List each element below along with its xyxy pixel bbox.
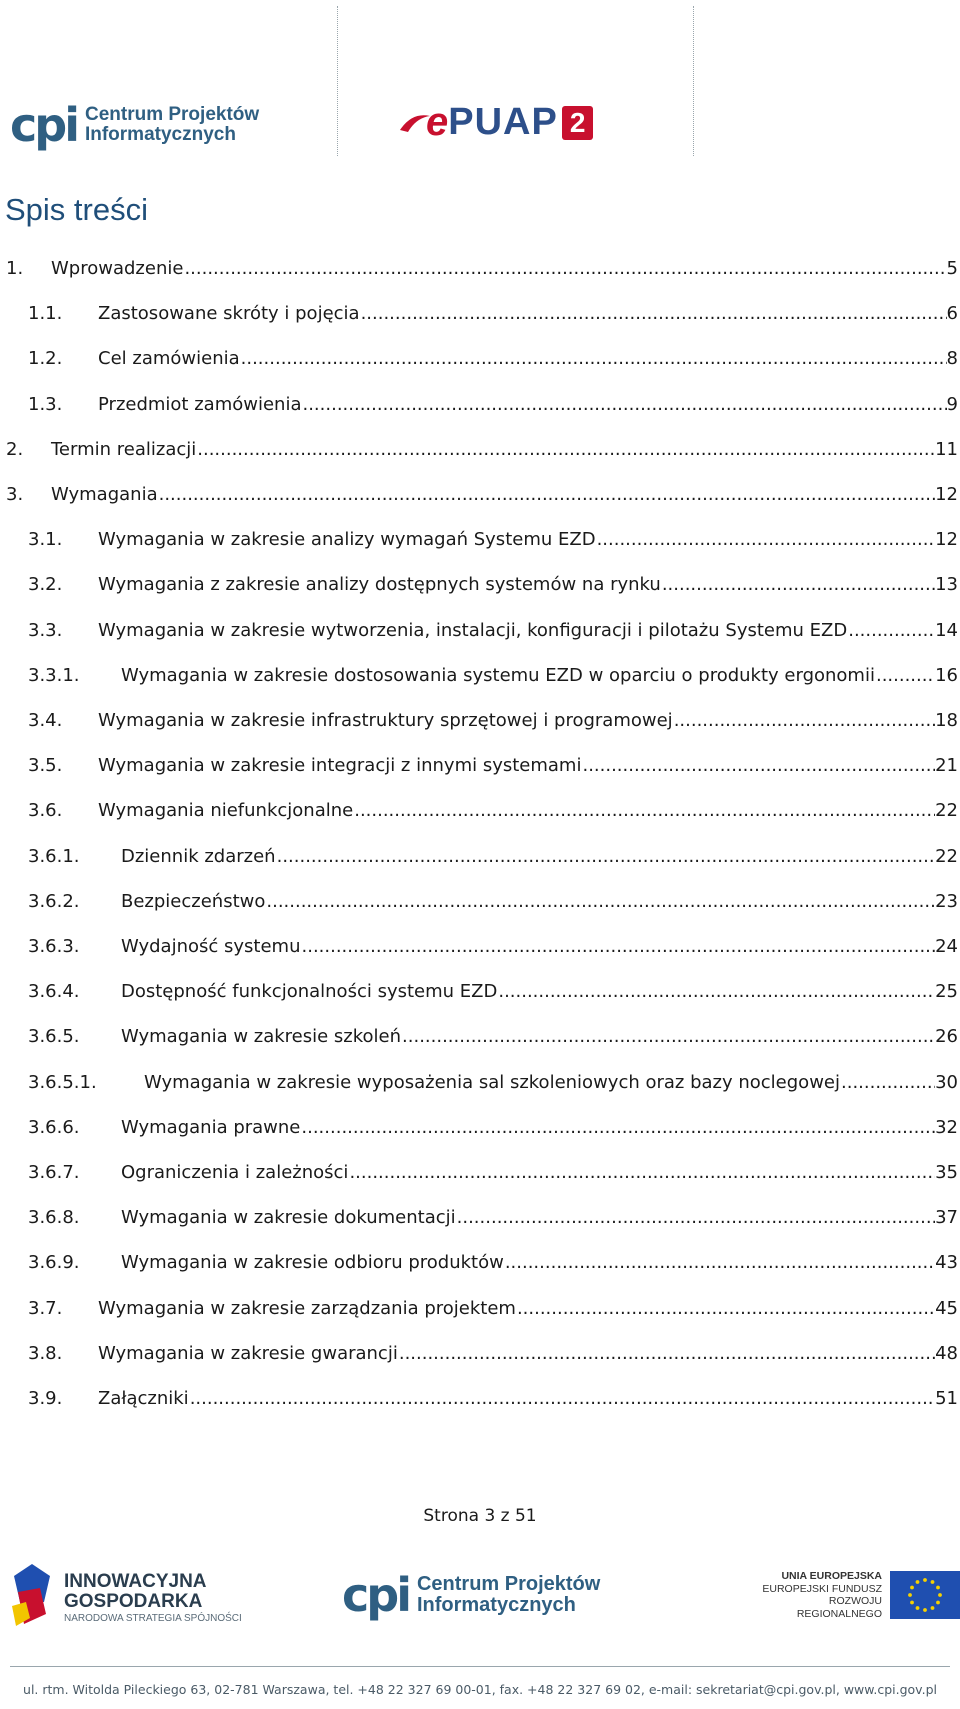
toc-entry-leader: [399, 1343, 935, 1364]
epuap-logo-word: PUAP: [448, 101, 558, 143]
toc-entry-title: Wymagania w zakresie dokumentacji: [121, 1207, 456, 1229]
toc-entry-leader: [597, 529, 936, 550]
toc-entry[interactable]: [28, 394, 958, 422]
toc-entry[interactable]: [28, 1072, 958, 1100]
toc-entry[interactable]: [28, 529, 958, 557]
toc-entry[interactable]: [6, 258, 958, 286]
toc-entry-number: 3.6.7.: [28, 1162, 80, 1183]
toc-entry-leader: [197, 439, 935, 460]
toc-entry-title: Wydajność systemu: [121, 936, 301, 957]
toc-entry-title: Wymagania w zakresie integracji z innymi systemami: [98, 755, 582, 777]
cpi-logo-mark: cpi: [10, 98, 77, 152]
toc-entry-title: Przedmiot zamówienia: [98, 393, 302, 415]
toc-entry[interactable]: [28, 574, 958, 602]
toc-entry-title: Wymagania w zakresie dostosowania systemu EZD w oparciu o produkty ergonomii: [121, 664, 875, 686]
toc-entry-page: 45: [935, 1297, 958, 1319]
toc-entry-leader: [361, 303, 947, 324]
toc-entry-title: Wymagania z zakresie analizy dostępnych systemów na rynku: [98, 574, 661, 596]
epuap-logo-e: e: [426, 100, 449, 144]
toc-entry-page: 23: [935, 890, 958, 912]
toc-entry-leader: [190, 1388, 935, 1409]
toc-entry[interactable]: [28, 1298, 958, 1326]
toc-entry[interactable]: [28, 303, 958, 331]
toc-entry-title: Dostępność funkcjonalności systemu EZD: [121, 981, 498, 1003]
innowacyjna-gospodarka-logo: [10, 1562, 242, 1634]
toc-entry-title: Wymagania niefunkcjonalne: [98, 800, 354, 822]
toc-entry-title: Wymagania w zakresie zarządzania projektem: [98, 1297, 516, 1319]
toc-entry-title: Wymagania w zakresie szkoleń: [121, 1026, 402, 1048]
toc-entry-page: 11: [935, 438, 958, 460]
toc-entry-page: 8: [946, 348, 958, 370]
eu-logo: [748, 1570, 960, 1620]
toc-entry[interactable]: [28, 846, 958, 874]
eu-star: [923, 1608, 927, 1612]
toc-entry-leader: [457, 1207, 935, 1228]
toc-entry-page: 18: [935, 710, 958, 731]
toc-entry-leader: [517, 1298, 935, 1319]
toc-entry-leader: [301, 1117, 935, 1138]
toc-entry-page: 22: [935, 800, 958, 822]
eu-logo-line1: UNIA EUROPEJSKA: [781, 1570, 882, 1582]
toc-entry-title: Wymagania w zakresie wytworzenia, instalacji, konfiguracji i pilotażu Systemu EZD: [98, 619, 848, 641]
cpi-logo-line1: Centrum Projektów: [84, 104, 260, 126]
toc-entry-title: Wymagania w zakresie analizy wymagań Systemu EZD: [98, 529, 596, 551]
toc-entry-page: 37: [935, 1207, 958, 1229]
ig-logo-line2: GOSPODARKA: [64, 1590, 203, 1612]
toc-entry-page: 12: [935, 484, 958, 505]
toc-entry[interactable]: [28, 710, 958, 738]
toc-entry-number: 1.1.: [28, 303, 63, 325]
eu-star: [936, 1586, 940, 1590]
toc-entry-number: 3.6.4.: [28, 981, 80, 1003]
toc-entry-number: 3.6.8.: [28, 1207, 80, 1229]
toc-entry-leader: [266, 891, 935, 912]
toc-entry-title: Zastosowane skróty i pojęcia: [98, 303, 360, 325]
toc-entry-title: Bezpieczeństwo: [121, 890, 266, 912]
toc-entry[interactable]: [28, 936, 958, 964]
toc-entry-number: 3.1.: [28, 529, 63, 551]
eu-star: [936, 1601, 940, 1605]
cpi-logo-line2: Informatycznych: [84, 124, 236, 145]
toc-entry-page: 25: [935, 981, 958, 1003]
eu-star: [916, 1580, 920, 1584]
footer-address: ul. rtm. Witolda Pileckiego 63, 02-781 Warszawa, tel. +48 22 327 69 00-01, fax. +48 22 327 69 02, e-mail: sekretariat@cpi.gov.pl, www.cpi.gov.pl: [23, 1682, 937, 1697]
footer-divider: [10, 1666, 950, 1667]
toc-entry[interactable]: [28, 620, 958, 648]
toc-entry-number: 3.6.9.: [28, 1252, 80, 1274]
ig-logo-line1: INNOWACYJNA: [64, 1570, 207, 1592]
toc-entry-number: 1.3.: [28, 393, 63, 415]
toc-entry-page: 5: [946, 258, 958, 279]
toc-entry[interactable]: [28, 665, 958, 693]
cpi-footer-mark: cpi: [342, 1568, 409, 1622]
toc-entry-leader: [841, 1072, 935, 1093]
ig-logo-line3: NARODOWA STRATEGIA SPÓJNOŚCI: [64, 1613, 242, 1625]
toc-entry-page: 35: [935, 1162, 958, 1183]
header-divider-left: [337, 6, 338, 156]
toc-entry-number: 3.6.1.: [28, 845, 80, 867]
toc-entry-leader: [159, 484, 936, 505]
eu-star: [916, 1606, 920, 1610]
toc-entry-number: 1.: [6, 258, 24, 279]
toc-entry-page: 26: [935, 1026, 958, 1048]
toc-entry-leader: [498, 981, 935, 1002]
eu-star: [910, 1586, 914, 1590]
toc-entry-leader: [505, 1252, 935, 1273]
toc-entry-number: 3.5.: [28, 755, 63, 777]
toc-entry-page: 51: [935, 1388, 958, 1409]
toc-entry-leader: [184, 258, 946, 279]
toc-entry-number: 3.: [6, 484, 24, 505]
toc-entry-page: 6: [946, 303, 958, 325]
toc-entry-title: Termin realizacji: [51, 438, 197, 460]
toc-entry-leader: [349, 1162, 935, 1183]
toc-entry-title: Wymagania w zakresie infrastruktury sprzętowej i programowej: [98, 710, 673, 731]
toc-entry-title: Wymagania w zakresie wyposażenia sal szkoleniowych oraz bazy noclegowej: [144, 1071, 840, 1093]
toc-entry-page: 24: [935, 936, 958, 957]
toc-entry[interactable]: [28, 1207, 958, 1235]
toc-entry-title: Wymagania w zakresie odbioru produktów: [121, 1252, 504, 1274]
toc-entry-page: 9: [946, 393, 958, 415]
eu-star: [908, 1593, 912, 1597]
toc-entry-number: 3.6.3.: [28, 936, 80, 957]
eu-star: [931, 1580, 935, 1584]
toc-entry-leader: [277, 846, 936, 867]
toc-entry-leader: [302, 936, 936, 957]
cpi-footer-line1: Centrum Projektów: [416, 1573, 601, 1595]
toc-entry-page: 30: [935, 1071, 958, 1093]
toc-entry-title: Ograniczenia i zależności: [121, 1162, 349, 1183]
cpi-logo-footer: [342, 1568, 600, 1622]
eu-logo-line3: ROZWOJU REGIONALNEGO: [796, 1595, 882, 1620]
toc-entry-leader: [582, 755, 935, 776]
toc-entry[interactable]: [28, 1388, 958, 1416]
toc-entry-number: 3.6.2.: [28, 890, 80, 912]
toc-entry-leader: [354, 800, 935, 821]
eu-logo-line2: EUROPEJSKI FUNDUSZ: [762, 1582, 882, 1595]
toc-entry[interactable]: [28, 755, 958, 783]
epuap-logo: [398, 100, 593, 145]
toc-entry-leader: [662, 574, 935, 595]
toc-entry-leader: [302, 394, 946, 415]
toc-entry[interactable]: [28, 1117, 958, 1145]
toc-entry-page: 12: [935, 529, 958, 551]
toc-entry-title: Wymagania w zakresie gwarancji: [98, 1342, 398, 1364]
toc-entry-number: 3.6.5.1.: [28, 1071, 97, 1093]
toc-entry-number: 3.3.1.: [28, 664, 80, 686]
header-divider-right: [693, 6, 694, 156]
eu-stars-icon: [890, 1571, 960, 1619]
toc-entry-number: 3.6.: [28, 800, 63, 822]
toc-entry-number: 3.6.6.: [28, 1116, 80, 1138]
cpi-logo-header: [10, 98, 259, 152]
toc-entry-number: 3.4.: [28, 710, 63, 731]
toc-entry[interactable]: [28, 800, 958, 828]
toc-entry-leader: [402, 1026, 935, 1047]
toc-entry[interactable]: [6, 484, 958, 512]
cpi-footer-line2: Informatycznych: [416, 1594, 576, 1616]
toc-entry-number: 3.2.: [28, 574, 63, 596]
toc-entry[interactable]: [28, 1026, 958, 1054]
epuap-logo-number: 2: [562, 106, 594, 140]
toc-entry[interactable]: [28, 981, 958, 1009]
toc-entry-page: 22: [935, 845, 958, 867]
toc-entry-page: 14: [935, 619, 958, 641]
eu-star: [910, 1601, 914, 1605]
toc-entry-title: Cel zamówienia: [98, 348, 240, 370]
toc-entry-number: 3.7.: [28, 1297, 63, 1319]
toc-entry-number: 3.8.: [28, 1342, 63, 1364]
toc-entry-page: 43: [935, 1252, 958, 1274]
toc-entry[interactable]: [6, 439, 958, 467]
toc-entry-title: Załączniki: [98, 1388, 189, 1409]
toc-entry-number: 1.2.: [28, 348, 63, 370]
toc-entry-page: 21: [935, 755, 958, 777]
toc-entry-leader: [876, 665, 935, 686]
toc-entry-title: Wymagania: [51, 484, 158, 505]
toc-entry[interactable]: [28, 1343, 958, 1371]
page-number: Strona 3 z 51: [423, 1506, 537, 1526]
toc-entry-page: 13: [935, 574, 958, 596]
toc-entry[interactable]: [28, 348, 958, 376]
toc-entry-title: Wymagania prawne: [121, 1116, 301, 1138]
toc-entry-number: 2.: [6, 438, 24, 460]
toc-entry-number: 3.3.: [28, 619, 63, 641]
toc-entry-page: 32: [935, 1116, 958, 1138]
toc-entry-title: Dziennik zdarzeń: [121, 845, 276, 867]
toc-entry-leader: [674, 710, 935, 731]
toc-entry[interactable]: [28, 891, 958, 919]
toc-entry-number: 3.6.5.: [28, 1026, 80, 1048]
eu-flag-icon: [890, 1571, 960, 1619]
toc-entry-leader: [241, 348, 947, 369]
eu-star: [923, 1578, 927, 1582]
toc-entry-title: Wprowadzenie: [51, 258, 184, 279]
eu-star: [931, 1606, 935, 1610]
toc-entry-leader: [848, 620, 935, 641]
toc-entry[interactable]: [28, 1162, 958, 1190]
toc-title: Spis treści: [5, 192, 148, 227]
toc-entry-page: 16: [935, 664, 958, 686]
toc-entry[interactable]: [28, 1252, 958, 1280]
eu-star: [938, 1593, 942, 1597]
toc-entry-page: 48: [935, 1342, 958, 1364]
ig-star-icon: [10, 1562, 54, 1634]
toc-entry-number: 3.9.: [28, 1388, 63, 1409]
